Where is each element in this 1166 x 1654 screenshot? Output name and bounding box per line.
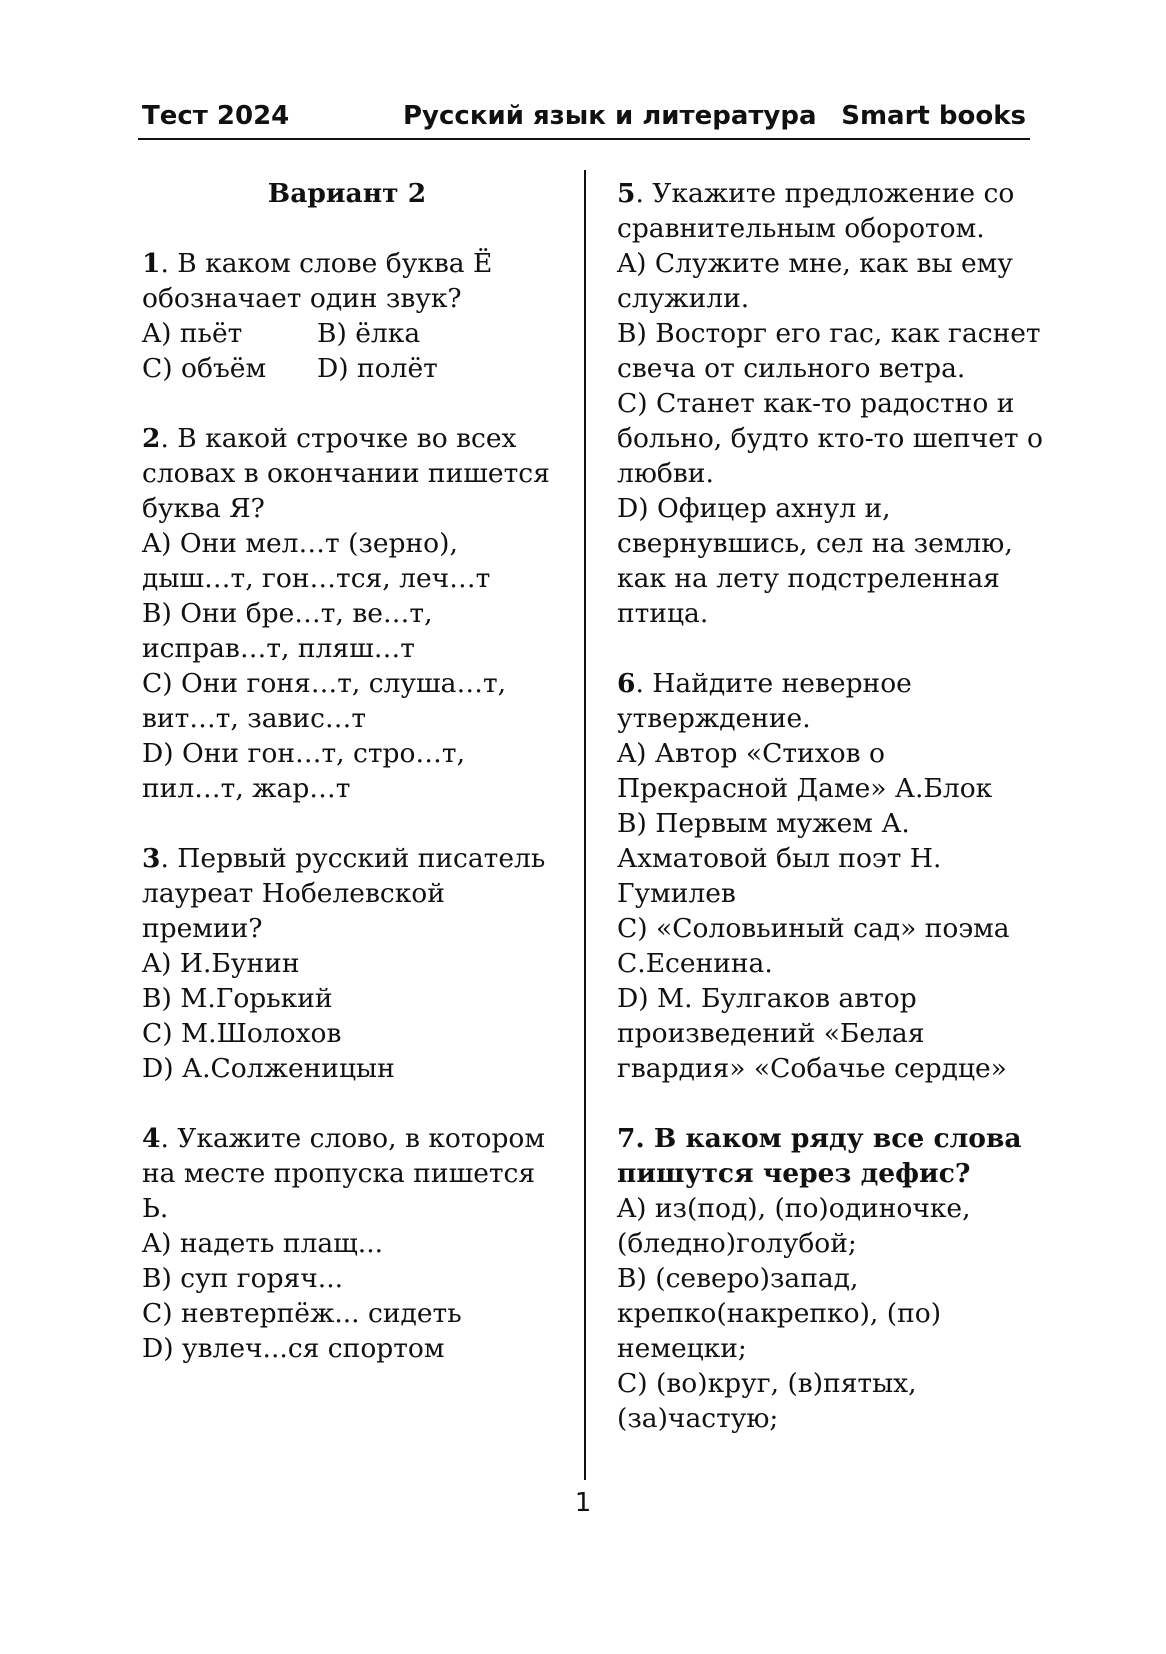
answer-option: A) надеть плащ... [142,1228,384,1259]
answer-option: C) Они гоня…т, слуша…т, вит…т, завис…т [142,668,507,734]
question-number: 1 [142,248,161,279]
answer-option: C) (во)круг, (в)пятых, (за)частую; [617,1368,917,1434]
question-body: . В каком ряду все слова пишутся через дефис? [617,1123,1022,1189]
page-number: 1 [574,1488,592,1518]
answer-option: A) Они мел…т (зерно), дыш…т, гон…тся, леч…т [142,528,491,594]
header-subject: Русский язык и литература [403,101,817,131]
answer-option: A) Служите мне, как вы ему служили. [617,248,1013,314]
question-number: 2 [142,423,161,454]
answer-option: C) Станет как-то радостно и больно, будто кто-то шепчет о любви. [617,388,1043,489]
answer-option: C) объём [142,353,267,384]
answer-option: B) Они бре…т, ве…т, исправ…т, пляш…т [142,598,433,664]
answer-option: B) Первым мужем А. Ахматовой был поэт Н. Гумилев [617,808,942,909]
question-number: 6 [617,668,636,699]
question-number: 7 [617,1123,636,1154]
question-text [142,246,552,316]
question-1 [142,246,552,386]
question-text [617,666,1047,736]
answer-option: A) из(под), (по)одиночке, (бледно)голубой; [617,1193,971,1259]
question-body: . В каком слове буква Ё обозначает один звук? [142,248,493,314]
question-2 [142,421,552,806]
answer-option: D) Офицер ахнул и, свернувшись, сел на землю, как на лету подстреленная птица. [617,493,1013,629]
option-row [142,351,552,386]
answer-option: D) М. Булгаков автор произведений «Белая гвардия» «Собачье сердце» [617,983,1007,1084]
left-column [142,176,552,1401]
answer-option: B) суп горяч... [142,1263,344,1294]
answer-option: C) невтерпёж... сидеть [142,1298,462,1329]
answer-option: A) пьёт [142,318,243,349]
answer-option: D) увлеч...ся спортом [142,1333,445,1364]
answer-option: B) ёлка [317,318,421,349]
question-number: 5 [617,178,636,209]
question-body: . Укажите предложение со сравнительным оборотом. [617,178,1015,244]
answer-option: C) «Соловьиный сад» поэма С.Есенина. [617,913,1010,979]
question-text [142,1121,552,1226]
header-test-title: Тест 2024 [142,101,290,131]
question-text [142,841,552,946]
question-body: . Укажите слово, в котором на месте пропуска пишется Ь. [142,1123,545,1224]
question-body: . В какой строчке во всех словах в окончании пишется буква Я? [142,423,550,524]
question-5 [617,176,1047,631]
question-3 [142,841,552,1086]
question-text [617,176,1047,246]
question-number: 4 [142,1123,161,1154]
question-body: . Найдите неверное утверждение. [617,668,912,734]
answer-option: A) И.Бунин [142,948,300,979]
answer-option: D) Они гон…т, стро…т, пил…т, жар…т [142,738,465,804]
answer-option: B) М.Горький [142,983,333,1014]
option-row [142,316,552,351]
answer-option: D) полёт [317,353,438,384]
question-number: 3 [142,843,161,874]
column-divider [584,170,586,1480]
question-text [617,1121,1047,1191]
answer-option: B) Восторг его гас, как гаснет свеча от сильного ветра. [617,318,1041,384]
answer-option: C) М.Шолохов [142,1018,342,1049]
answer-option: A) Автор «Стихов о Прекрасной Даме» А.Блок [617,738,993,804]
right-column [617,176,1047,1471]
page-header [138,96,1030,140]
answer-option: D) А.Солженицын [142,1053,395,1084]
question-6 [617,666,1047,1086]
question-7 [617,1121,1047,1436]
answer-option: B) (северо)запад, крепко(накрепко), (по) немецки; [617,1263,942,1364]
question-body: . Первый русский писатель лауреат Нобелевской премии? [142,843,546,944]
question-text [142,421,552,526]
question-4 [142,1121,552,1366]
header-publisher: Smart books [841,101,1026,131]
variant-title: Вариант 2 [267,178,427,209]
